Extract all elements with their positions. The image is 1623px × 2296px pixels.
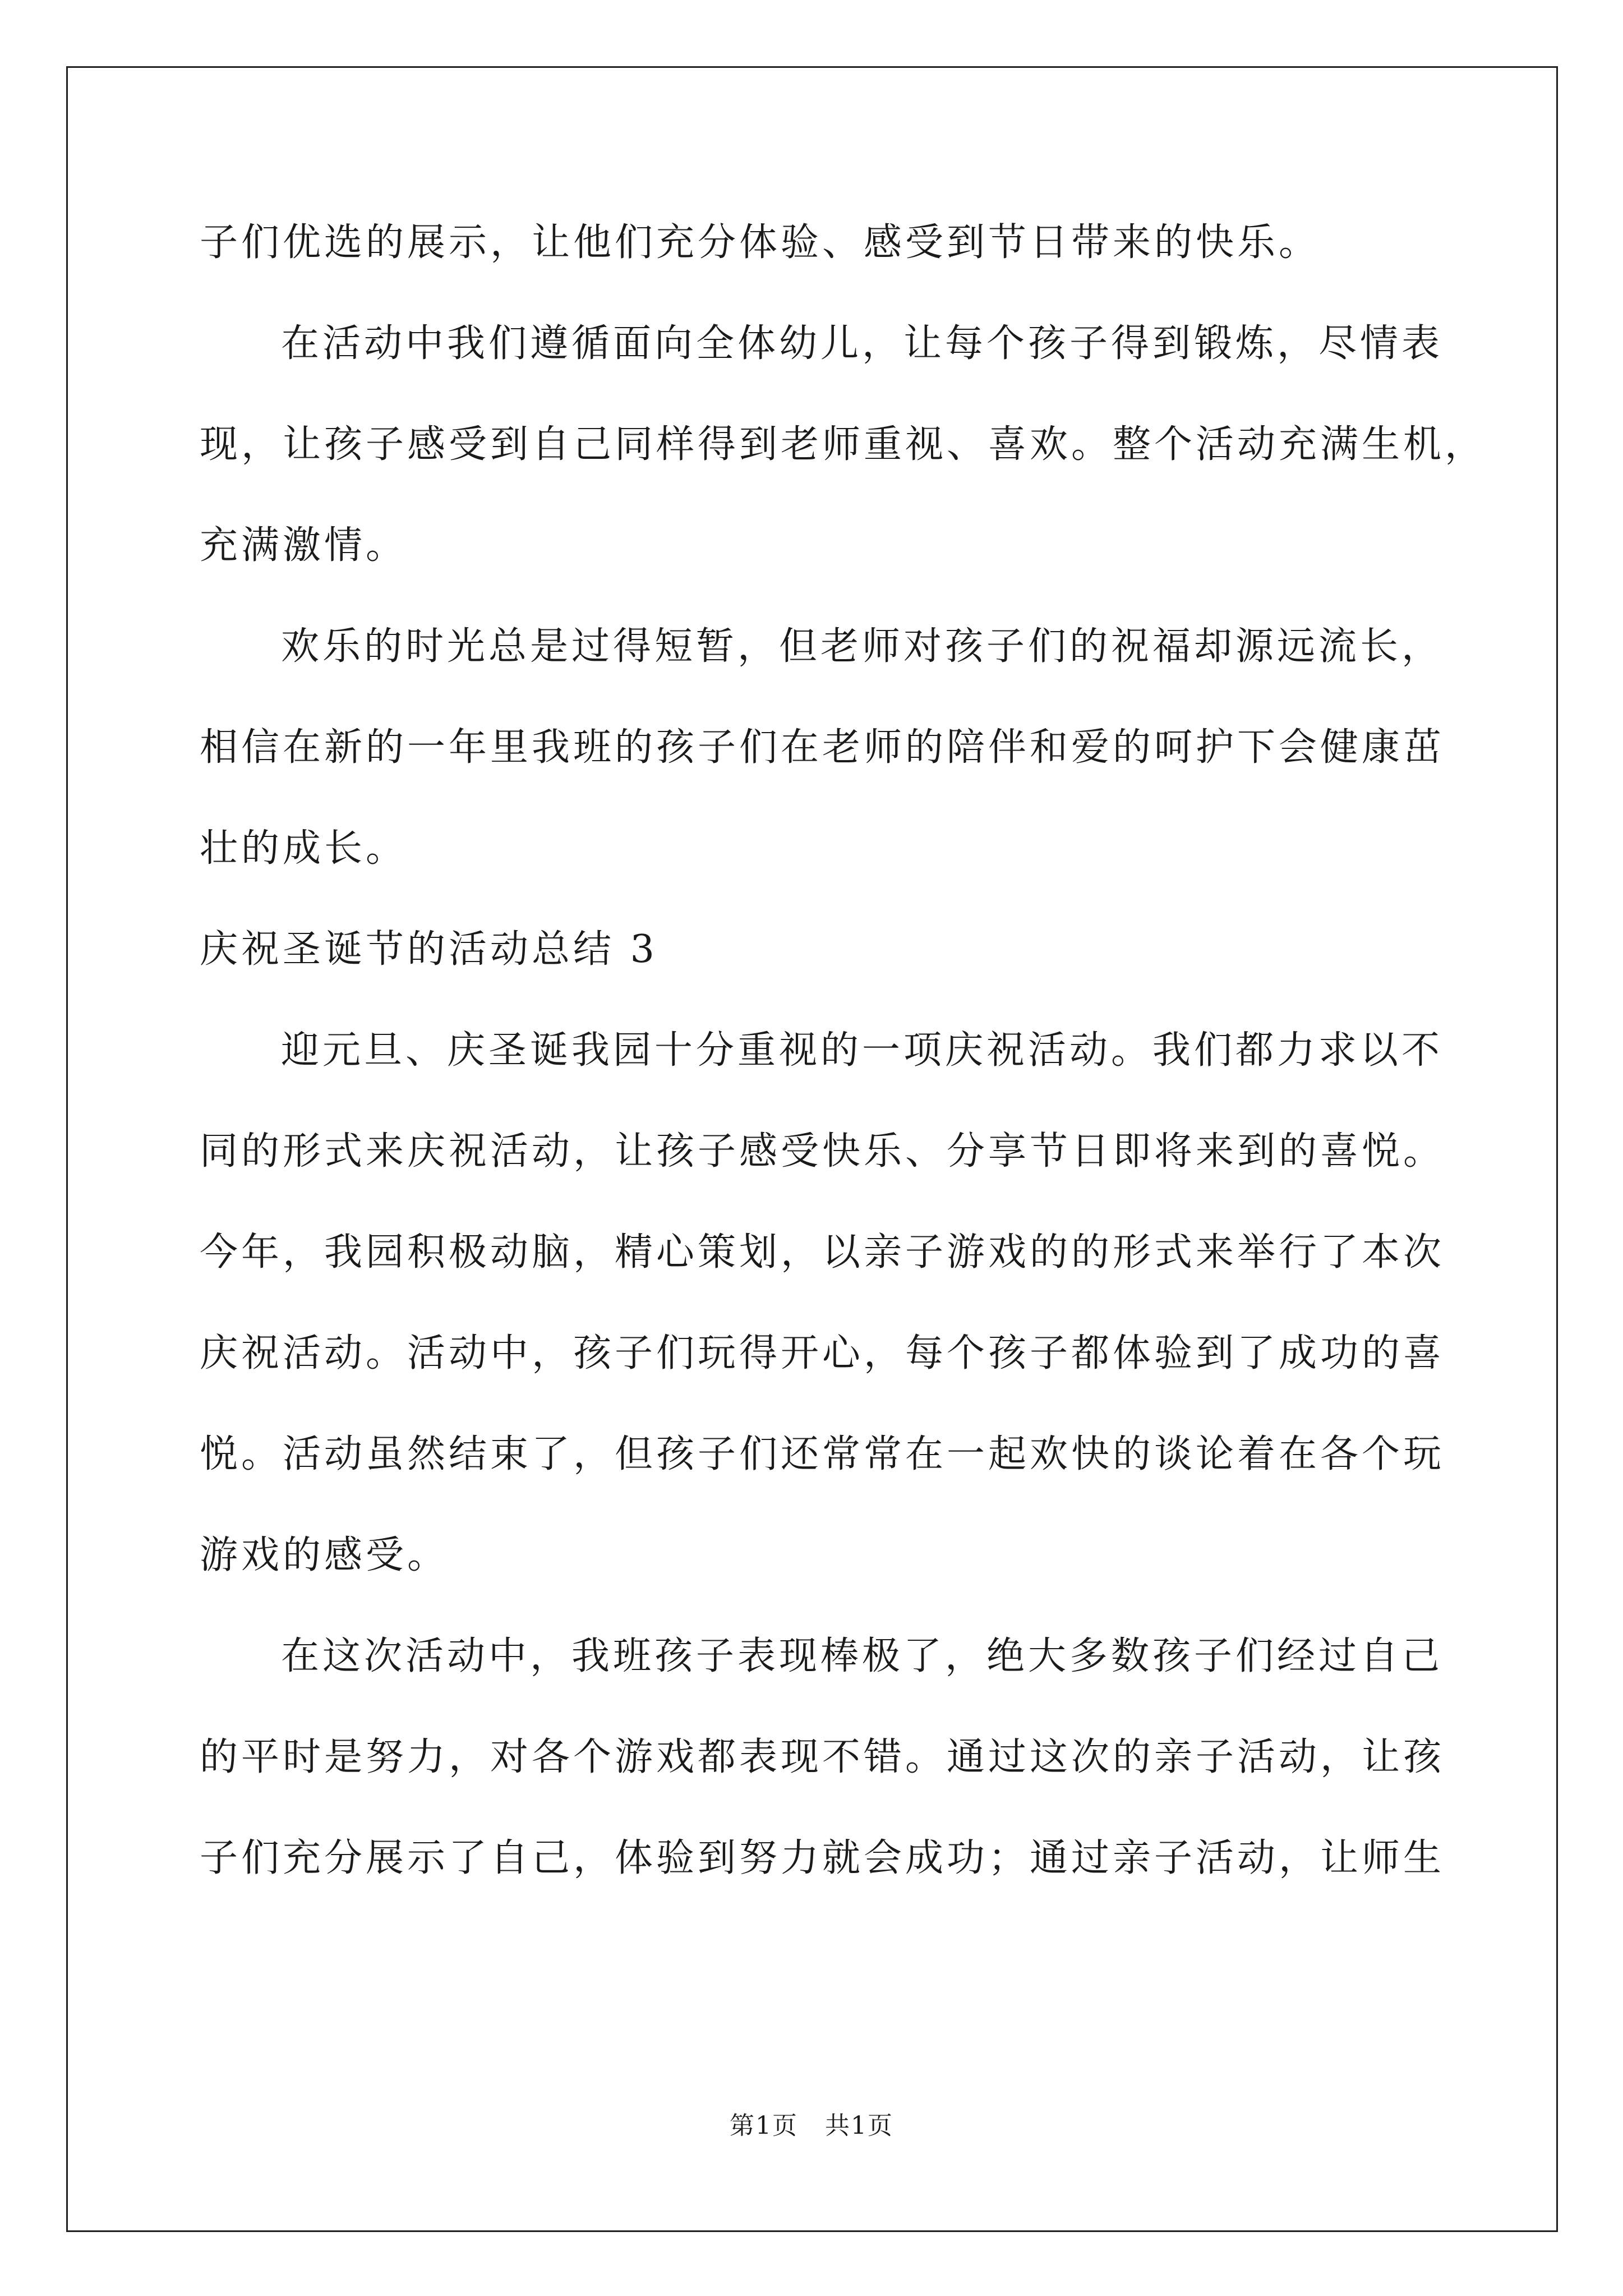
page-total: 共1页 [824,2111,893,2140]
paragraph-start-line: 在活动中我们遵循面向全体幼儿，让每个孩子得到锻炼，尽情表 [281,321,1444,366]
text-line: 的平时是努力，对各个游戏都表现不错。通过这次的亲子活动，让孩 [200,1735,1445,1779]
text-line: 壮的成长。 [200,826,408,871]
page-footer [0,2109,1623,2143]
text-line: 游戏的感受。 [200,1533,449,1577]
text-line: 充满激情。 [200,523,408,568]
text-line: 相信在新的一年里我班的孩子们在老师的陪伴和爱的呵护下会健康茁 [200,725,1445,770]
text-line: 同的形式来庆祝活动，让孩子感受快乐、分享节日即将来到的喜悦。 [200,1129,1445,1174]
paragraph-start-line: 欢乐的时光总是过得短暂，但老师对孩子们的祝福却源远流长， [281,624,1444,669]
paragraph-start-line: 在这次活动中，我班孩子表现棒极了，绝大多数孩子们经过自己 [281,1634,1444,1678]
text-line: 今年，我园积极动脑，精心策划，以亲子游戏的的形式来举行了本次 [200,1230,1445,1274]
text-line: 现，让孩子感受到自己同样得到老师重视、喜欢。整个活动充满生机， [200,422,1487,467]
text-line: 子们优选的展示，让他们充分体验、感受到节日带来的快乐。 [200,220,1321,265]
text-line: 子们充分展示了自己，体验到努力就会成功；通过亲子活动，让师生 [200,1836,1445,1880]
document-body [200,192,1487,1909]
paragraph-start-line: 迎元旦、庆圣诞我园十分重视的一项庆祝活动。我们都力求以不 [281,1028,1444,1073]
section-heading: 庆祝圣诞节的活动总结 3 [200,927,658,972]
text-line: 悦。活动虽然结束了，但孩子们还常常在一起欢快的谈论着在各个玩 [200,1432,1445,1476]
text-line: 庆祝活动。活动中，孩子们玩得开心，每个孩子都体验到了成功的喜 [200,1331,1445,1375]
page-number: 第1页 [730,2111,799,2140]
